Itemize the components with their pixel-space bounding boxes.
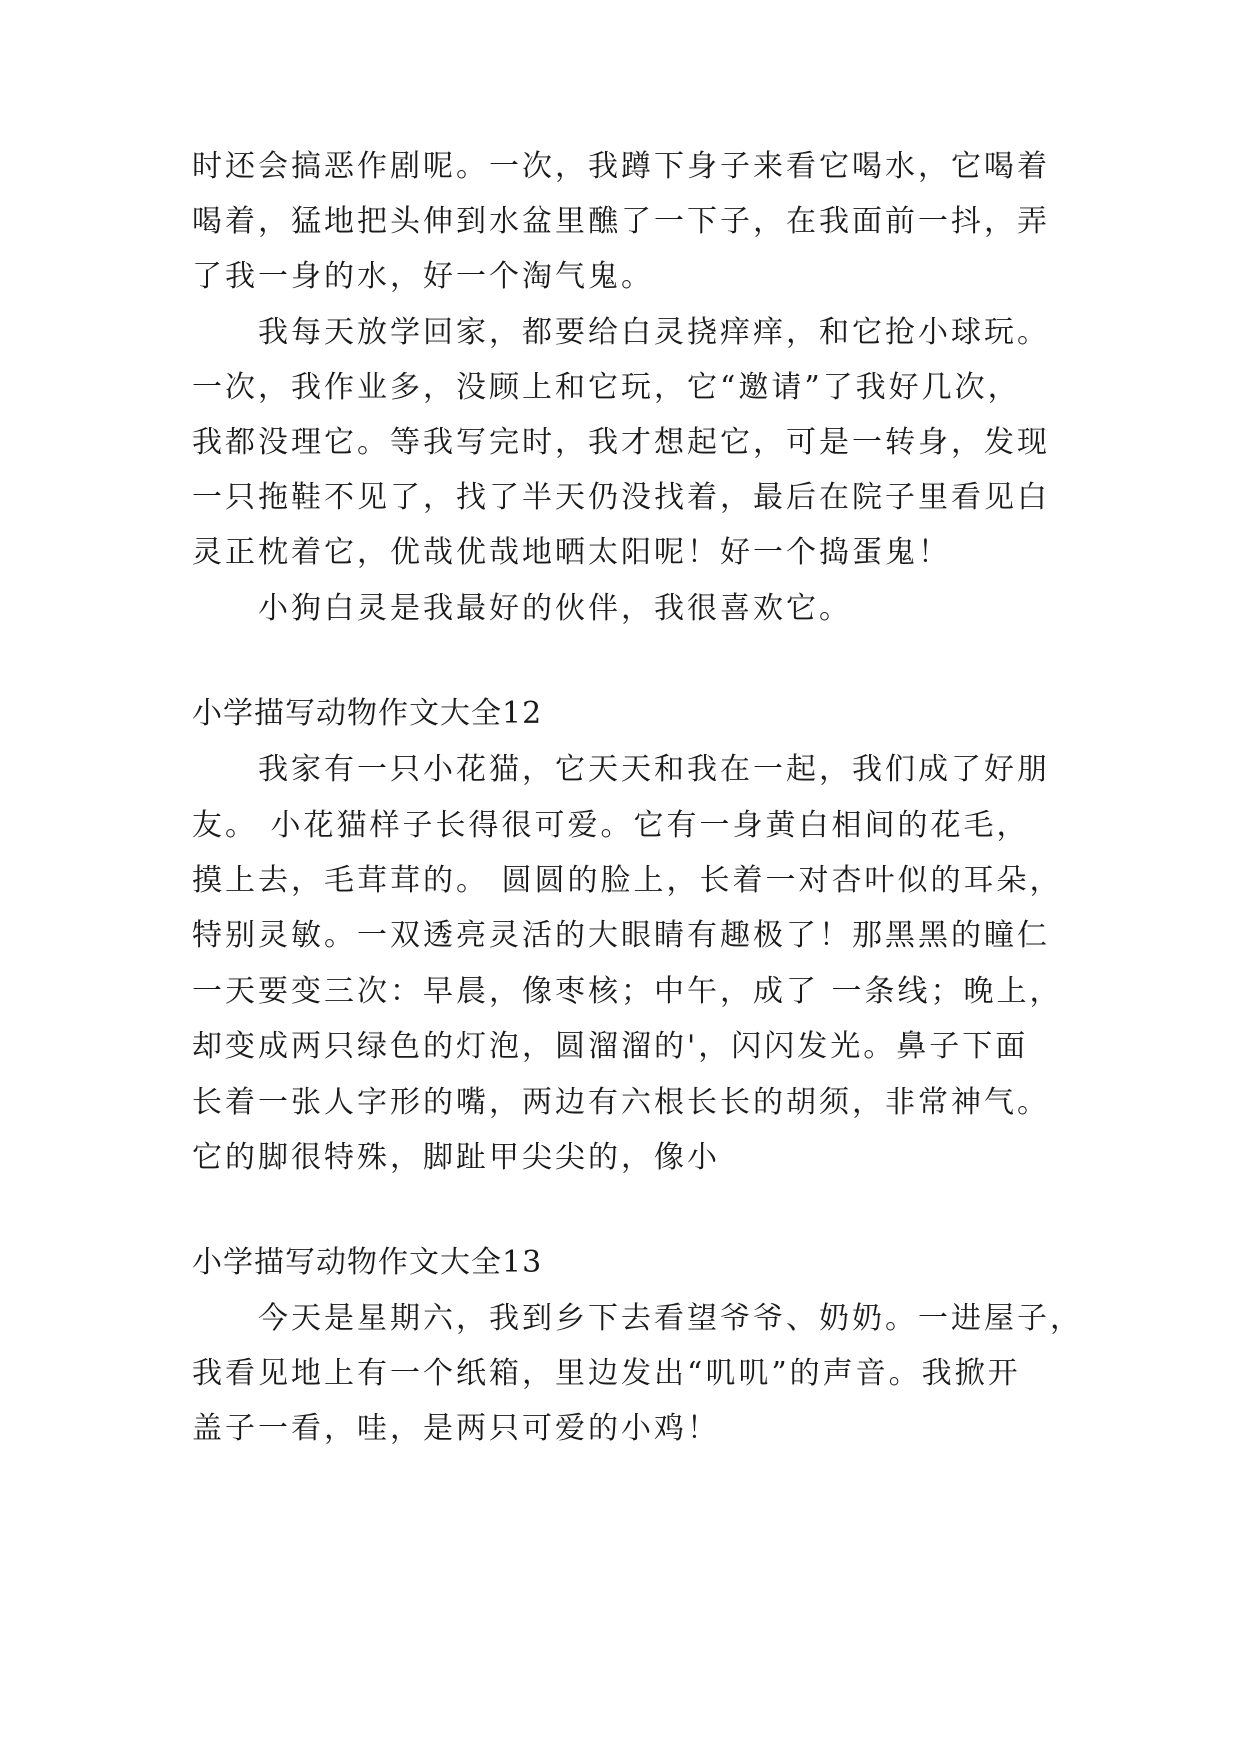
paragraph-line: 友。 小花猫样子长得很可爱。它有一身黄白相间的花毛， — [192, 808, 1030, 843]
paragraph-line: 我都没理它。等我写完时，我才想起它，可是一转身，发现 — [192, 425, 1050, 460]
paragraph-line: 却变成两只绿色的灯泡，圆溜溜的'，闪闪发光。鼻子下面 — [192, 1029, 1029, 1064]
paragraph-line: 今天是星期六，我到乡下去看望爷爷、奶奶。一进屋子， — [192, 1301, 1083, 1336]
paragraph-line: 灵正枕着它，优哉优哉地晒太阳呢！好一个捣蛋鬼！ — [192, 535, 951, 570]
paragraph-line: 我家有一只小花猫，它天天和我在一起，我们成了好朋 — [192, 752, 1050, 787]
paragraph-line: 一只拖鞋不见了，找了半天仍没找着，最后在院子里看见白 — [192, 480, 1050, 515]
paragraph-line: 一天要变三次：早晨，像枣核；中午，成了 一条线；晚上， — [192, 974, 1063, 1009]
paragraph-line: 它的脚很特殊，脚趾甲尖尖的，像小 — [192, 1140, 720, 1175]
paragraph-line: 我每天放学回家，都要给白灵挠痒痒，和它抢小球玩。 — [192, 315, 1050, 350]
paragraph-line: 摸上去，毛茸茸的。 圆圆的脸上，长着一对杏叶似的耳朵， — [192, 863, 1063, 898]
paragraph-line: 时还会搞恶作剧呢。一次，我蹲下身子来看它喝水，它喝着 — [192, 149, 1050, 184]
paragraph-line: 特别灵敏。一双透亮灵活的大眼睛有趣极了！那黑黑的瞳仁 — [192, 918, 1050, 953]
paragraph-line: 了我一身的水，好一个淘气鬼。 — [192, 259, 654, 294]
paragraph-line: 盖子一看，哇，是两只可爱的小鸡！ — [192, 1411, 720, 1446]
section-heading: 小学描写动物作文大全12 — [192, 696, 543, 731]
paragraph-line: 我看见地上有一个纸箱，里边发出“叽叽”的声音。我掀开 — [192, 1356, 1021, 1391]
paragraph-line: 喝着，猛地把头伸到水盆里醮了一下子，在我面前一抖，弄 — [192, 204, 1050, 239]
paragraph-line: 长着一张人字形的嘴，两边有六根长长的胡须，非常神气。 — [192, 1085, 1050, 1120]
paragraph-line: 一次，我作业多，没顾上和它玩，它“邀请”了我好几次， — [192, 370, 1021, 405]
section-heading: 小学描写动物作文大全13 — [192, 1245, 543, 1280]
paragraph-line: 小狗白灵是我最好的伙伴，我很喜欢它。 — [192, 591, 852, 626]
